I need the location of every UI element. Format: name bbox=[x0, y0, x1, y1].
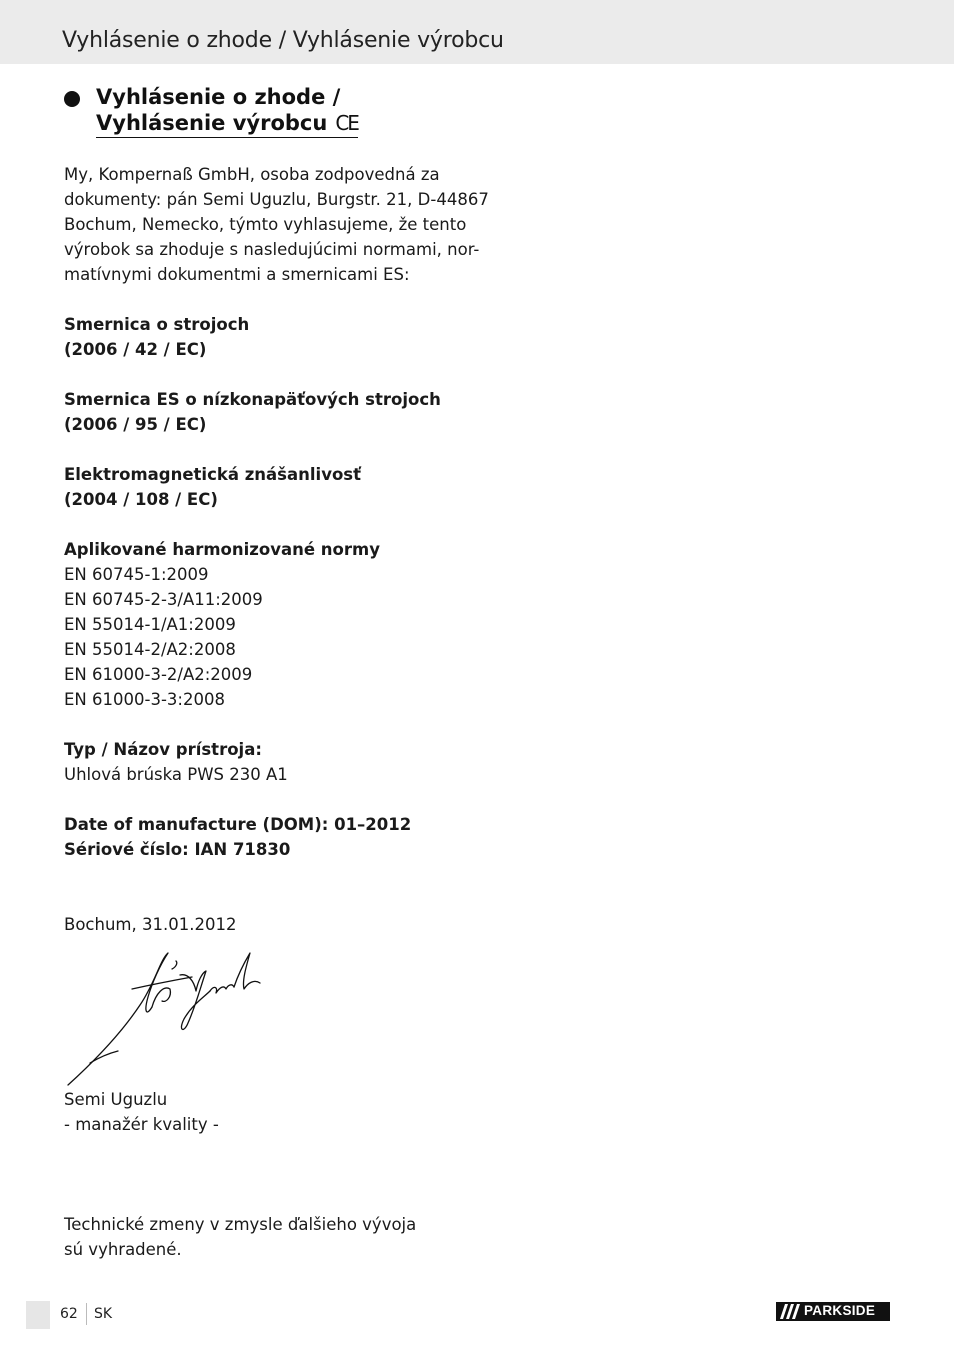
intro-line: My, Kompernaß GmbH, osoba zodpovedná za bbox=[64, 165, 440, 184]
date-of-manufacture: Date of manufacture (DOM): 01–2012 bbox=[64, 815, 412, 834]
directive-name: Smernica o strojoch bbox=[64, 315, 250, 334]
standard-item: EN 55014-1/A1:2009 bbox=[64, 615, 236, 634]
ce-mark-icon: CE bbox=[335, 111, 358, 135]
directive-machinery bbox=[64, 312, 484, 362]
section-heading-line1: Vyhlásenie o zhode / bbox=[96, 85, 341, 109]
standards-block bbox=[64, 537, 484, 712]
standard-item: EN 61000-3-2/A2:2009 bbox=[64, 665, 253, 684]
directive-low-voltage bbox=[64, 387, 484, 437]
standard-item: EN 61000-3-3:2008 bbox=[64, 690, 225, 709]
serial-number: Sériové číslo: IAN 71830 bbox=[64, 840, 291, 859]
manufacture-block bbox=[64, 812, 484, 862]
directive-name: Elektromagnetická znášanlivosť bbox=[64, 465, 361, 484]
footer-page-box bbox=[26, 1301, 50, 1329]
intro-paragraph bbox=[64, 162, 489, 287]
brand-logo bbox=[776, 1302, 890, 1321]
signatory-role: - manažér kvality - bbox=[64, 1115, 219, 1134]
directive-code: (2006 / 95 / EC) bbox=[64, 415, 207, 434]
intro-line: Bochum, Nemecko, týmto vyhlasujeme, že tento bbox=[64, 215, 467, 234]
directive-code: (2004 / 108 / EC) bbox=[64, 490, 218, 509]
section-bullet-icon bbox=[64, 91, 80, 107]
document-body bbox=[64, 162, 489, 1287]
signature-scribble bbox=[60, 945, 280, 1095]
device-block bbox=[64, 737, 484, 787]
standard-item: EN 55014-2/A2:2008 bbox=[64, 640, 236, 659]
disclaimer-block bbox=[64, 1212, 484, 1262]
place-date bbox=[64, 912, 484, 937]
device-label: Typ / Názov prístroja: bbox=[64, 740, 262, 759]
disclaimer-line: Technické zmeny v zmysle ďalšieho vývoja bbox=[64, 1215, 417, 1234]
intro-line: matívnymi dokumentmi a smernicami ES: bbox=[64, 265, 410, 284]
standard-item: EN 60745-2-3/A11:2009 bbox=[64, 590, 263, 609]
brand-stripes-icon bbox=[780, 1304, 802, 1319]
page-number: 62 bbox=[60, 1306, 78, 1322]
intro-line: výrobok sa zhoduje s nasledujúcimi normami, nor- bbox=[64, 240, 480, 259]
brand-name: PARKSIDE bbox=[804, 1303, 876, 1318]
directive-emc bbox=[64, 462, 484, 512]
directive-code: (2006 / 42 / EC) bbox=[64, 340, 207, 359]
intro-line: dokumenty: pán Semi Uguzlu, Burgstr. 21, D-44867 bbox=[64, 190, 489, 209]
section-heading bbox=[96, 84, 416, 138]
place-date-text: Bochum, 31.01.2012 bbox=[64, 915, 237, 934]
standards-heading: Aplikované harmonizované normy bbox=[64, 540, 380, 559]
footer-divider bbox=[86, 1303, 87, 1325]
signatory-name: Semi Uguzlu bbox=[64, 1090, 168, 1109]
directive-name: Smernica ES o nízkonapäťových strojoch bbox=[64, 390, 441, 409]
disclaimer-line: sú vyhradené. bbox=[64, 1240, 182, 1259]
device-value: Uhlová brúska PWS 230 A1 bbox=[64, 765, 288, 784]
language-code: SK bbox=[94, 1306, 113, 1322]
standard-item: EN 60745-1:2009 bbox=[64, 565, 209, 584]
section-heading-line2: Vyhlásenie výrobcu bbox=[96, 111, 328, 135]
signature bbox=[60, 945, 280, 1095]
page-header-title: Vyhlásenie o zhode / Vyhlásenie výrobcu bbox=[62, 28, 504, 53]
